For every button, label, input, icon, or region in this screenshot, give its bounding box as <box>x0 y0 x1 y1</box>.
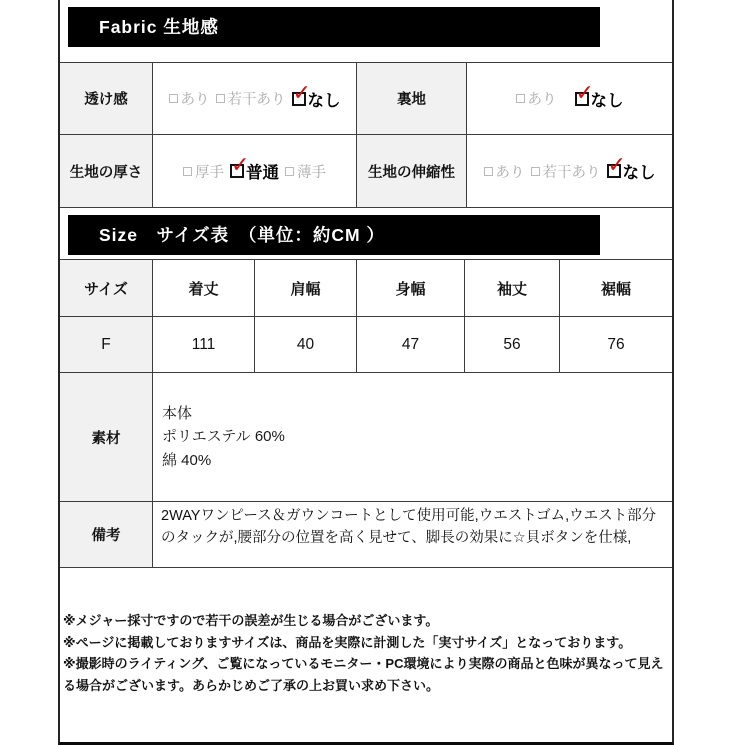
footnote-line: ※撮影時のライティング、ご覧になっているモニター・PC環境により実際の商品と色味が異なって見える場合がございます。あらかじめご了承の上お買い求め下さい。 <box>63 656 664 693</box>
material-label: 素材 <box>60 373 153 501</box>
size-header-row <box>60 207 672 259</box>
checked-checkbox-icon <box>230 152 250 178</box>
footnote-line: ※メジャー採寸ですので若干の誤差が生じる場合がございます。 <box>63 613 439 628</box>
material-line: ポリエステル 60% <box>162 428 285 446</box>
unchecked-checkbox-icon <box>169 94 178 103</box>
fabric-header-row <box>60 7 672 62</box>
size-column-header: 身幅 <box>357 260 465 316</box>
size-column-header: 袖丈 <box>465 260 560 316</box>
option-label: 薄手 <box>297 164 326 181</box>
stretch-options <box>467 135 672 207</box>
unchecked-checkbox-icon <box>216 94 225 103</box>
remarks-label: 備考 <box>60 502 153 567</box>
checked-checkbox-icon <box>575 79 594 106</box>
remarks-row <box>60 501 672 567</box>
size-value-cell: 111 <box>153 317 255 372</box>
option-label: なし <box>307 91 341 110</box>
sheerness-options <box>153 63 357 134</box>
unchecked-option <box>183 161 224 182</box>
unchecked-checkbox-icon <box>484 167 493 176</box>
unchecked-option <box>169 88 210 109</box>
size-value-cell: 76 <box>607 335 625 353</box>
material-line: 本体 <box>162 404 193 422</box>
option-label: あり <box>527 92 557 108</box>
option-label: 厚手 <box>195 164 224 181</box>
stretch-label: 生地の伸縮性 <box>357 135 467 207</box>
size-value-cell: 40 <box>255 317 357 372</box>
red-check-mark-icon: ✓ <box>231 152 250 177</box>
footnotes-text <box>60 610 672 696</box>
footnote-line: ※ページに掲載しておりますサイズは、商品を実際に計測した「実寸サイズ」となっております。 <box>63 634 632 650</box>
unchecked-option <box>216 88 286 109</box>
material-content <box>153 373 672 501</box>
red-check-mark-icon: ✓ <box>292 79 311 105</box>
fabric-row-sheerness <box>60 62 672 134</box>
size-row-label: F <box>60 317 153 372</box>
remarks-text: 2WAYワンピース＆ガウンコートとして使用可能,ウエストゴム,ウエスト部分のタックが,腰部分の位置を高く見せて、脚長の効果に☆貝ボタンを仕様, <box>161 508 657 546</box>
unchecked-option <box>516 88 557 109</box>
option-label: 若干あり <box>542 164 601 181</box>
size-column-header: 裾幅 <box>600 280 631 298</box>
product-spec-panel <box>58 0 674 745</box>
footnotes-section <box>60 567 672 742</box>
unchecked-checkbox-icon <box>285 167 294 176</box>
size-column-header: 肩幅 <box>255 260 357 316</box>
size-section-header: Size サイズ表 （単位：約CM ） <box>68 215 600 255</box>
red-check-mark-icon: ✓ <box>575 79 594 105</box>
checked-option <box>230 152 279 183</box>
checked-option <box>292 79 341 111</box>
size-column-header: サイズ <box>60 260 153 316</box>
unchecked-checkbox-icon <box>183 167 192 176</box>
option-label: あり <box>495 164 525 181</box>
thickness-options <box>153 135 357 207</box>
red-check-mark-icon: ✓ <box>607 152 626 177</box>
fabric-row-thickness <box>60 134 672 207</box>
thickness-label: 生地の厚さ <box>60 135 153 207</box>
material-line: 綿 40% <box>162 451 212 469</box>
unchecked-checkbox-icon <box>531 167 540 176</box>
unchecked-checkbox-icon <box>516 94 525 103</box>
fabric-section-header: Fabric 生地感 <box>68 7 600 47</box>
option-label: なし <box>622 164 656 182</box>
size-table-row <box>60 316 672 372</box>
size-table-header <box>60 259 672 316</box>
option-label: なし <box>590 91 624 110</box>
option-label: 若干あり <box>227 92 286 108</box>
lining-label: 裏地 <box>357 63 467 134</box>
unchecked-option <box>531 161 601 182</box>
material-row <box>60 372 672 501</box>
unchecked-option <box>484 161 525 182</box>
option-label: 普通 <box>246 164 279 182</box>
checked-checkbox-icon <box>292 79 311 106</box>
size-value-cell: 56 <box>465 317 560 372</box>
sheerness-label: 透け感 <box>60 63 153 134</box>
checked-checkbox-icon <box>607 152 626 178</box>
size-column-header: 着丈 <box>153 260 255 316</box>
checked-option <box>575 79 624 111</box>
lining-options <box>467 63 672 134</box>
checked-option <box>607 152 656 183</box>
option-label: あり <box>180 92 210 108</box>
size-value-cell: 47 <box>357 317 465 372</box>
unchecked-option <box>285 161 326 182</box>
